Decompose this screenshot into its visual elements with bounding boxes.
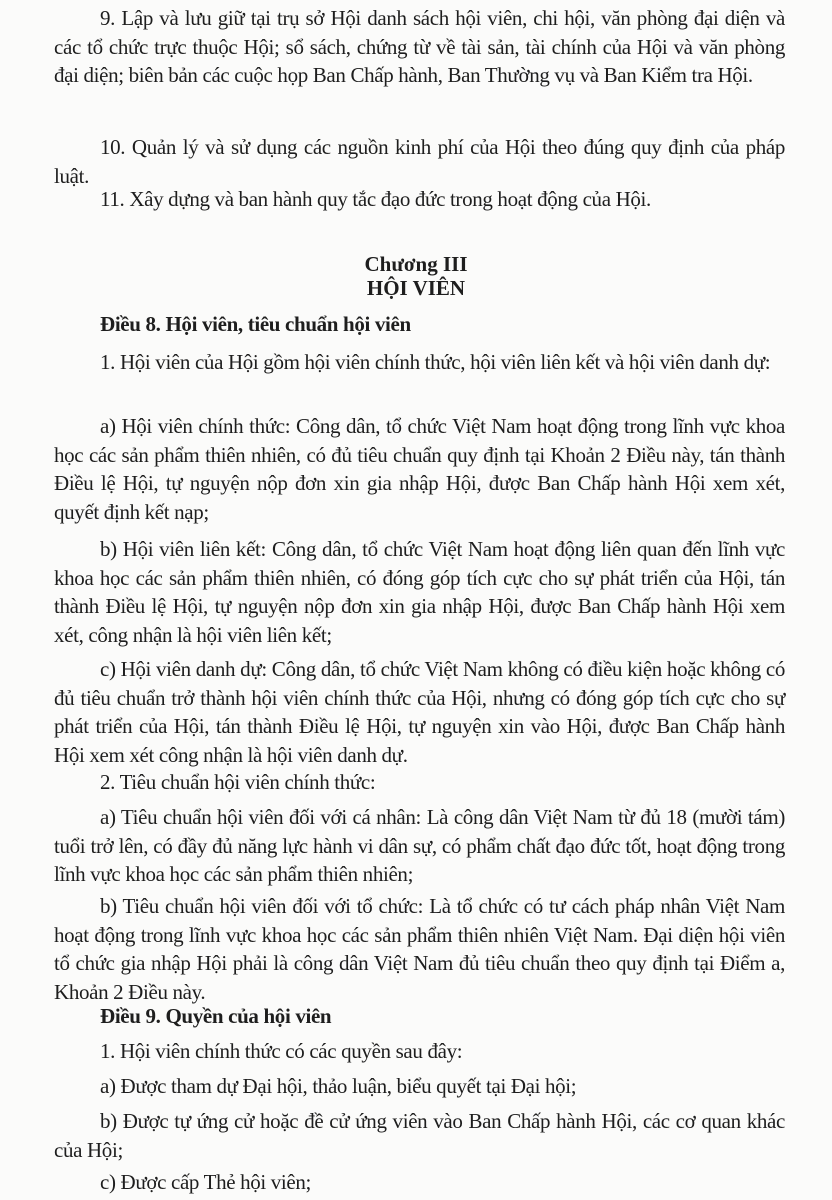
article-9-heading: Điều 9. Quyền của hội viên	[100, 1004, 332, 1028]
article-8-paragraph: b) Hội viên liên kết: Công dân, tổ chức Việt Nam hoạt động liên quan đến lĩnh vực khoa học các sản phẩm thiên nhiên, có đóng góp tích cực cho sự phát triển của Hội, tán thành Điều lệ Hội, tự nguyện nộp đơn xin gia nhập Hội, được Ban Chấp hành Hội xem xét, công nhận là hội viên liên kết;	[54, 537, 785, 647]
paragraph-9: 9. Lập và lưu giữ tại trụ sở Hội danh sách hội viên, chi hội, văn phòng đại diện và các tổ chức trực thuộc Hội; sổ sách, chứng từ về tài sản, tài chính của Hội và văn phòng đại diện; biên bản các cuộc họp Ban Chấp hành, Ban Thường vụ và Ban Kiểm tra Hội.	[54, 6, 785, 88]
article-9-paragraph: 1. Hội viên chính thức có các quyền sau đây:	[100, 1039, 463, 1063]
article-9-paragraph: a) Được tham dự Đại hội, thảo luận, biểu quyết tại Đại hội;	[100, 1074, 577, 1098]
paragraph-11: 11. Xây dựng và ban hành quy tắc đạo đức trong hoạt động của Hội.	[100, 187, 651, 211]
chapter-number: Chương III	[364, 252, 468, 276]
article-8-paragraph: c) Hội viên danh dự: Công dân, tổ chức Việt Nam không có điều kiện hoặc không có đủ tiêu chuẩn trở thành hội viên chính thức của Hội, nhưng có đóng góp tích cực cho sự phát triển của Hội, tán thành Điều lệ Hội, tự nguyện xin vào Hội, được Ban Chấp hành Hội xem xét công nhận là hội viên danh dự.	[54, 657, 785, 767]
article-8-paragraph: 2. Tiêu chuẩn hội viên chính thức:	[100, 770, 376, 794]
article-8-paragraph: b) Tiêu chuẩn hội viên đối với tổ chức: Là tổ chức có tư cách pháp nhân Việt Nam hoạt động trong lĩnh vực khoa học các sản phẩm thiên nhiên Việt Nam. Đại diện hội viên tổ chức gia nhập Hội phải là công dân Việt Nam đủ tiêu chuẩn theo quy định tại Điểm a, Khoản 2 Điều này.	[54, 894, 785, 1004]
article-9-paragraph: c) Được cấp Thẻ hội viên;	[100, 1170, 312, 1194]
article-8-heading: Điều 8. Hội viên, tiêu chuẩn hội viên	[100, 312, 411, 336]
paragraph-10: 10. Quản lý và sử dụng các nguồn kinh phí của Hội theo đúng quy định của pháp luật.	[54, 135, 785, 188]
article-8-paragraph: 1. Hội viên của Hội gồm hội viên chính thức, hội viên liên kết và hội viên danh dự:	[100, 350, 771, 374]
chapter-title: HỘI VIÊN	[366, 276, 466, 300]
article-8-paragraph: a) Hội viên chính thức: Công dân, tổ chức Việt Nam hoạt động trong lĩnh vực khoa học các sản phẩm thiên nhiên, có đủ tiêu chuẩn quy định tại Khoản 2 Điều này, tán thành Điều lệ Hội, tự nguyện nộp đơn xin gia nhập Hội, được Ban Chấp hành Hội xem xét, quyết định kết nạp;	[54, 414, 785, 524]
article-9-paragraph: b) Được tự ứng cử hoặc đề cử ứng viên vào Ban Chấp hành Hội, các cơ quan khác của Hội;	[54, 1109, 785, 1162]
article-8-paragraph: a) Tiêu chuẩn hội viên đối với cá nhân: Là công dân Việt Nam từ đủ 18 (mười tám) tuổi trở lên, có đầy đủ năng lực hành vi dân sự, có phẩm chất đạo đức tốt, hoạt động trong lĩnh vực khoa học các sản phẩm thiên nhiên;	[54, 805, 785, 887]
